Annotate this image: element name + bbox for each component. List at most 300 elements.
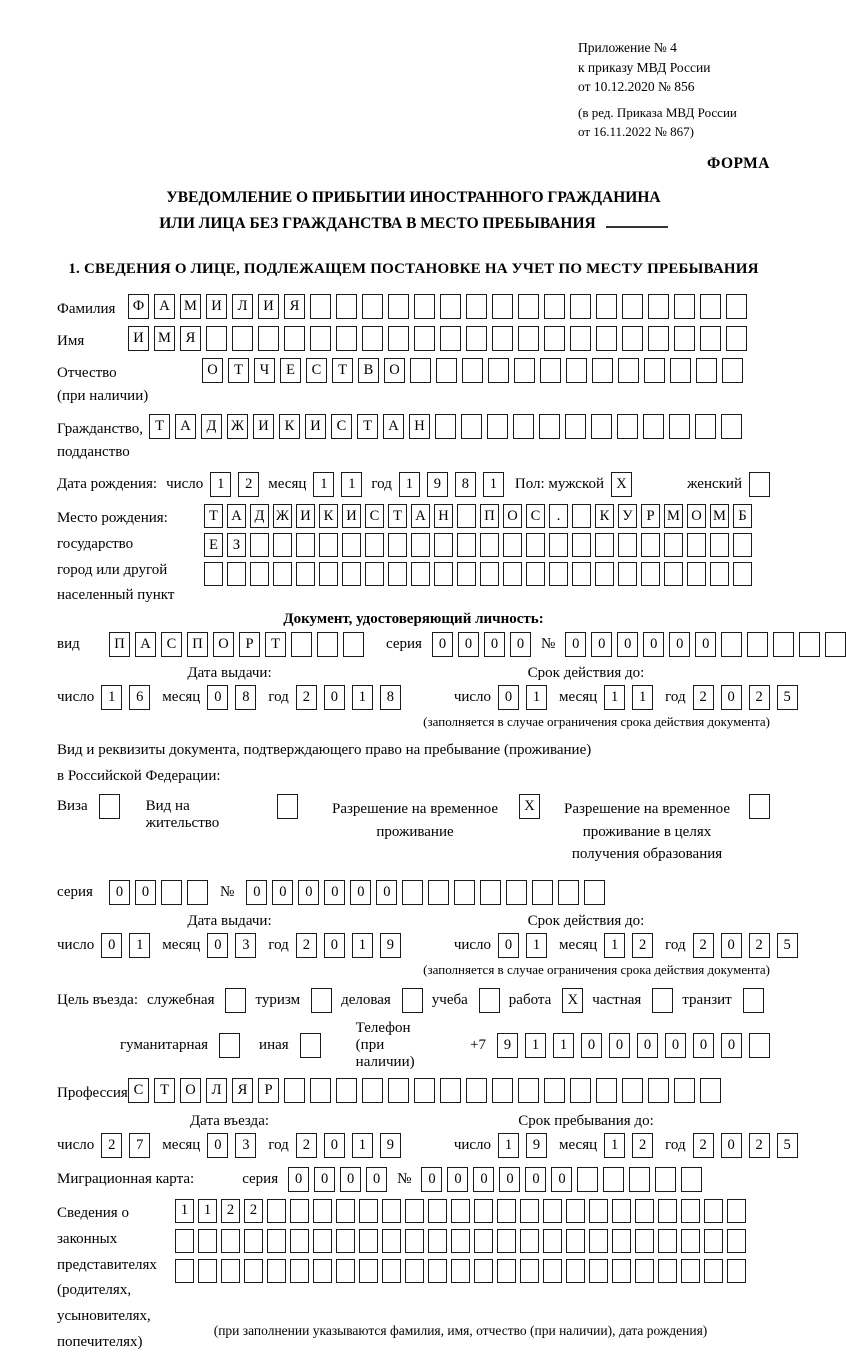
char-cell-empty[interactable] <box>296 533 315 557</box>
char-cell-empty[interactable] <box>359 1199 378 1223</box>
char-cell-empty[interactable] <box>342 562 361 586</box>
char-cell-empty[interactable] <box>589 1259 608 1283</box>
char-cell-empty[interactable] <box>296 562 315 586</box>
char-cell-empty[interactable] <box>700 294 721 319</box>
char-cell-empty[interactable] <box>206 326 227 351</box>
char-cell-filled[interactable]: 7 <box>129 1133 150 1158</box>
char-cell-empty[interactable] <box>175 1259 194 1283</box>
char-cell-empty[interactable] <box>596 326 617 351</box>
char-cell-filled[interactable]: 0 <box>350 880 371 905</box>
char-cell-filled[interactable]: 0 <box>432 632 453 657</box>
char-cell-empty[interactable] <box>319 533 338 557</box>
char-cell-empty[interactable] <box>572 533 591 557</box>
char-cell-filled[interactable]: 3 <box>235 933 256 958</box>
checkbox-residence-permit[interactable] <box>277 794 298 819</box>
char-cell-empty[interactable] <box>687 533 706 557</box>
char-cell-filled[interactable]: 0 <box>484 632 505 657</box>
char-cell-filled[interactable]: М <box>710 504 729 528</box>
char-cell-empty[interactable] <box>618 533 637 557</box>
char-cell-empty[interactable] <box>506 880 527 905</box>
char-cell-empty[interactable] <box>641 562 660 586</box>
char-cell-filled[interactable]: 0 <box>617 632 638 657</box>
char-cell-filled[interactable]: А <box>154 294 175 319</box>
char-cell-empty[interactable] <box>700 1078 721 1103</box>
char-cell-empty[interactable] <box>518 1078 539 1103</box>
char-cell-empty[interactable] <box>388 326 409 351</box>
char-cell-empty[interactable] <box>644 358 665 383</box>
char-cell-empty[interactable] <box>198 1229 217 1253</box>
char-cell-filled[interactable]: И <box>296 504 315 528</box>
char-cell-filled[interactable]: 0 <box>591 632 612 657</box>
char-cell-empty[interactable] <box>492 1078 513 1103</box>
char-cell-filled[interactable]: 2 <box>693 933 714 958</box>
char-cell-empty[interactable] <box>700 326 721 351</box>
char-cell-empty[interactable] <box>310 294 331 319</box>
char-cell-filled[interactable]: 0 <box>695 632 716 657</box>
char-cell-empty[interactable] <box>589 1229 608 1253</box>
char-cell-filled[interactable]: 2 <box>296 1133 317 1158</box>
char-cell-filled[interactable]: 0 <box>721 685 742 710</box>
char-cell-filled[interactable]: И <box>342 504 361 528</box>
char-cell-filled[interactable]: 1 <box>101 685 122 710</box>
char-cell-empty[interactable] <box>454 880 475 905</box>
char-cell-empty[interactable] <box>313 1229 332 1253</box>
char-cell-empty[interactable] <box>451 1229 470 1253</box>
char-cell-empty[interactable] <box>532 880 553 905</box>
char-cell-empty[interactable] <box>544 294 565 319</box>
char-cell-empty[interactable] <box>566 1199 585 1223</box>
char-cell-empty[interactable] <box>695 414 716 439</box>
char-cell-empty[interactable] <box>629 1167 650 1192</box>
char-cell-empty[interactable] <box>727 1259 746 1283</box>
char-cell-filled[interactable]: 0 <box>643 632 664 657</box>
char-cell-filled[interactable]: 1 <box>129 933 150 958</box>
char-cell-empty[interactable] <box>658 1229 677 1253</box>
char-cell-filled[interactable]: 0 <box>109 880 130 905</box>
char-cell-filled[interactable]: Т <box>332 358 353 383</box>
char-cell-empty[interactable] <box>670 358 691 383</box>
char-cell-filled[interactable]: 0 <box>565 632 586 657</box>
char-cell-filled[interactable]: 2 <box>749 933 770 958</box>
char-cell-filled[interactable]: Я <box>232 1078 253 1103</box>
char-cell-empty[interactable] <box>310 1078 331 1103</box>
char-cell-filled[interactable]: Н <box>409 414 430 439</box>
char-cell-filled[interactable]: 0 <box>721 1133 742 1158</box>
char-cell-empty[interactable] <box>466 1078 487 1103</box>
char-cell-filled[interactable]: С <box>306 358 327 383</box>
checkbox-delovaya[interactable] <box>402 988 423 1013</box>
char-cell-empty[interactable] <box>336 1259 355 1283</box>
char-cell-empty[interactable] <box>648 326 669 351</box>
char-cell-empty[interactable] <box>267 1259 286 1283</box>
char-cell-filled[interactable]: 0 <box>340 1167 361 1192</box>
char-cell-filled[interactable]: 9 <box>380 933 401 958</box>
char-cell-filled[interactable]: 0 <box>447 1167 468 1192</box>
char-cell-empty[interactable] <box>336 1199 355 1223</box>
char-cell-empty[interactable] <box>518 326 539 351</box>
char-cell-empty[interactable] <box>457 504 476 528</box>
char-cell-filled[interactable]: 2 <box>101 1133 122 1158</box>
checkbox-chastnaya[interactable] <box>652 988 673 1013</box>
char-cell-empty[interactable] <box>405 1199 424 1223</box>
char-cell-empty[interactable] <box>539 414 560 439</box>
char-cell-filled[interactable]: 0 <box>298 880 319 905</box>
char-cell-filled[interactable]: 2 <box>296 685 317 710</box>
char-cell-empty[interactable] <box>674 1078 695 1103</box>
char-cell-filled[interactable]: 0 <box>525 1167 546 1192</box>
char-cell-empty[interactable] <box>461 414 482 439</box>
char-cell-filled[interactable]: И <box>128 326 149 351</box>
char-cell-filled[interactable]: Т <box>388 504 407 528</box>
char-cell-empty[interactable] <box>558 880 579 905</box>
char-cell-filled[interactable]: 0 <box>693 1033 714 1058</box>
char-cell-filled[interactable]: 0 <box>510 632 531 657</box>
char-cell-empty[interactable] <box>451 1199 470 1223</box>
char-cell-empty[interactable] <box>474 1259 493 1283</box>
char-cell-empty[interactable] <box>440 1078 461 1103</box>
char-cell-filled[interactable]: Д <box>250 504 269 528</box>
char-cell-empty[interactable] <box>359 1229 378 1253</box>
char-cell-filled[interactable]: П <box>480 504 499 528</box>
char-cell-empty[interactable] <box>566 1229 585 1253</box>
char-cell-filled[interactable]: 0 <box>721 933 742 958</box>
checkbox-rabota[interactable]: X <box>562 988 583 1013</box>
char-cell-filled[interactable]: 0 <box>324 1133 345 1158</box>
char-cell-empty[interactable] <box>727 1199 746 1223</box>
char-cell-empty[interactable] <box>681 1229 700 1253</box>
char-cell-filled[interactable]: Е <box>280 358 301 383</box>
char-cell-empty[interactable] <box>232 326 253 351</box>
char-cell-empty[interactable] <box>480 533 499 557</box>
char-cell-filled[interactable]: 1 <box>313 472 334 497</box>
char-cell-filled[interactable]: 2 <box>221 1199 240 1223</box>
char-cell-filled[interactable]: О <box>503 504 522 528</box>
char-cell-empty[interactable] <box>543 1259 562 1283</box>
char-cell-empty[interactable] <box>570 1078 591 1103</box>
char-cell-filled[interactable]: О <box>687 504 706 528</box>
char-cell-filled[interactable]: 0 <box>498 933 519 958</box>
char-cell-filled[interactable]: 9 <box>427 472 448 497</box>
char-cell-empty[interactable] <box>434 562 453 586</box>
char-cell-empty[interactable] <box>618 562 637 586</box>
char-cell-empty[interactable] <box>544 1078 565 1103</box>
char-cell-empty[interactable] <box>244 1259 263 1283</box>
char-cell-filled[interactable]: 0 <box>458 632 479 657</box>
char-cell-empty[interactable] <box>544 326 565 351</box>
char-cell-filled[interactable]: В <box>358 358 379 383</box>
char-cell-filled[interactable]: Л <box>206 1078 227 1103</box>
char-cell-filled[interactable]: 2 <box>238 472 259 497</box>
char-cell-empty[interactable] <box>414 1078 435 1103</box>
char-cell-empty[interactable] <box>440 326 461 351</box>
char-cell-empty[interactable] <box>612 1229 631 1253</box>
char-cell-empty[interactable] <box>440 294 461 319</box>
char-cell-empty[interactable] <box>549 533 568 557</box>
char-cell-filled[interactable]: 0 <box>324 685 345 710</box>
char-cell-filled[interactable]: 5 <box>777 933 798 958</box>
char-cell-filled[interactable]: 0 <box>637 1033 658 1058</box>
char-cell-filled[interactable]: 0 <box>499 1167 520 1192</box>
checkbox-tranzit[interactable] <box>743 988 764 1013</box>
char-cell-empty[interactable] <box>592 358 613 383</box>
checkbox-temp-residence-education[interactable] <box>749 794 770 819</box>
char-cell-empty[interactable] <box>518 294 539 319</box>
char-cell-empty[interactable] <box>681 1199 700 1223</box>
char-cell-empty[interactable] <box>622 294 643 319</box>
char-cell-empty[interactable] <box>658 1259 677 1283</box>
char-cell-empty[interactable] <box>462 358 483 383</box>
char-cell-filled[interactable]: 0 <box>721 1033 742 1058</box>
char-cell-filled[interactable]: 0 <box>376 880 397 905</box>
char-cell-empty[interactable] <box>612 1199 631 1223</box>
char-cell-empty[interactable] <box>618 358 639 383</box>
char-cell-empty[interactable] <box>514 358 535 383</box>
char-cell-empty[interactable] <box>674 294 695 319</box>
char-cell-empty[interactable] <box>474 1199 493 1223</box>
char-cell-filled[interactable]: 0 <box>324 933 345 958</box>
char-cell-empty[interactable] <box>589 1199 608 1223</box>
char-cell-filled[interactable]: 1 <box>399 472 420 497</box>
char-cell-empty[interactable] <box>648 294 669 319</box>
char-cell-empty[interactable] <box>487 414 508 439</box>
char-cell-empty[interactable] <box>480 880 501 905</box>
char-cell-filled[interactable]: О <box>213 632 234 657</box>
checkbox-visa[interactable] <box>99 794 120 819</box>
char-cell-filled[interactable]: 1 <box>604 1133 625 1158</box>
char-cell-empty[interactable] <box>722 358 743 383</box>
char-cell-empty[interactable] <box>343 632 364 657</box>
char-cell-empty[interactable] <box>572 504 591 528</box>
char-cell-empty[interactable] <box>596 294 617 319</box>
char-cell-empty[interactable] <box>503 562 522 586</box>
char-cell-filled[interactable]: 0 <box>498 685 519 710</box>
char-cell-empty[interactable] <box>457 533 476 557</box>
char-cell-filled[interactable]: Д <box>201 414 222 439</box>
char-cell-filled[interactable]: 1 <box>175 1199 194 1223</box>
checkbox-inaya[interactable] <box>300 1033 321 1058</box>
checkbox-female[interactable] <box>749 472 770 497</box>
char-cell-filled[interactable]: 0 <box>207 933 228 958</box>
char-cell-empty[interactable] <box>310 326 331 351</box>
checkbox-ucheba[interactable] <box>479 988 500 1013</box>
char-cell-empty[interactable] <box>658 1199 677 1223</box>
char-cell-filled[interactable]: О <box>202 358 223 383</box>
char-cell-empty[interactable] <box>520 1199 539 1223</box>
char-cell-empty[interactable] <box>187 880 208 905</box>
char-cell-empty[interactable] <box>273 533 292 557</box>
char-cell-empty[interactable] <box>655 1167 676 1192</box>
char-cell-empty[interactable] <box>721 632 742 657</box>
char-cell-empty[interactable] <box>221 1259 240 1283</box>
char-cell-filled[interactable]: 2 <box>296 933 317 958</box>
char-cell-empty[interactable] <box>362 326 383 351</box>
char-cell-empty[interactable] <box>291 632 312 657</box>
char-cell-filled[interactable]: 1 <box>526 685 547 710</box>
char-cell-filled[interactable]: 5 <box>777 1133 798 1158</box>
char-cell-empty[interactable] <box>428 880 449 905</box>
char-cell-filled[interactable]: Л <box>232 294 253 319</box>
char-cell-filled[interactable]: К <box>279 414 300 439</box>
char-cell-filled[interactable]: И <box>258 294 279 319</box>
char-cell-empty[interactable] <box>466 294 487 319</box>
char-cell-empty[interactable] <box>414 294 435 319</box>
char-cell-empty[interactable] <box>428 1199 447 1223</box>
char-cell-empty[interactable] <box>622 326 643 351</box>
char-cell-empty[interactable] <box>244 1229 263 1253</box>
char-cell-filled[interactable]: 2 <box>632 1133 653 1158</box>
char-cell-filled[interactable]: С <box>365 504 384 528</box>
char-cell-filled[interactable]: 0 <box>581 1033 602 1058</box>
char-cell-filled[interactable]: О <box>180 1078 201 1103</box>
char-cell-empty[interactable] <box>704 1199 723 1223</box>
char-cell-empty[interactable] <box>664 562 683 586</box>
char-cell-empty[interactable] <box>617 414 638 439</box>
char-cell-empty[interactable] <box>204 562 223 586</box>
char-cell-filled[interactable]: М <box>180 294 201 319</box>
char-cell-empty[interactable] <box>227 562 246 586</box>
char-cell-filled[interactable]: 1 <box>483 472 504 497</box>
char-cell-empty[interactable] <box>411 562 430 586</box>
char-cell-filled[interactable]: 9 <box>526 1133 547 1158</box>
char-cell-empty[interactable] <box>290 1229 309 1253</box>
char-cell-empty[interactable] <box>749 1033 770 1058</box>
char-cell-filled[interactable]: 1 <box>553 1033 574 1058</box>
char-cell-filled[interactable]: Н <box>434 504 453 528</box>
char-cell-filled[interactable]: С <box>128 1078 149 1103</box>
char-cell-empty[interactable] <box>726 326 747 351</box>
char-cell-empty[interactable] <box>313 1259 332 1283</box>
char-cell-filled[interactable]: 0 <box>609 1033 630 1058</box>
char-cell-empty[interactable] <box>726 294 747 319</box>
char-cell-empty[interactable] <box>710 533 729 557</box>
char-cell-empty[interactable] <box>474 1229 493 1253</box>
char-cell-filled[interactable]: 2 <box>632 933 653 958</box>
checkbox-male[interactable]: X <box>611 472 632 497</box>
char-cell-filled[interactable]: 9 <box>380 1133 401 1158</box>
char-cell-filled[interactable]: 6 <box>129 685 150 710</box>
char-cell-filled[interactable]: А <box>227 504 246 528</box>
char-cell-filled[interactable]: М <box>664 504 683 528</box>
char-cell-filled[interactable]: 1 <box>352 685 373 710</box>
char-cell-empty[interactable] <box>362 1078 383 1103</box>
char-cell-filled[interactable]: 1 <box>498 1133 519 1158</box>
checkbox-sluzhebnaya[interactable] <box>225 988 246 1013</box>
char-cell-filled[interactable]: З <box>227 533 246 557</box>
char-cell-filled[interactable]: Ч <box>254 358 275 383</box>
char-cell-empty[interactable] <box>492 294 513 319</box>
char-cell-empty[interactable] <box>540 358 561 383</box>
char-cell-empty[interactable] <box>543 1229 562 1253</box>
char-cell-filled[interactable]: 2 <box>693 1133 714 1158</box>
char-cell-empty[interactable] <box>284 326 305 351</box>
char-cell-empty[interactable] <box>526 562 545 586</box>
char-cell-empty[interactable] <box>221 1229 240 1253</box>
char-cell-empty[interactable] <box>595 562 614 586</box>
char-cell-filled[interactable]: 0 <box>665 1033 686 1058</box>
char-cell-filled[interactable]: 0 <box>246 880 267 905</box>
char-cell-empty[interactable] <box>290 1199 309 1223</box>
char-cell-empty[interactable] <box>388 533 407 557</box>
char-cell-filled[interactable]: К <box>595 504 614 528</box>
char-cell-filled[interactable]: П <box>109 632 130 657</box>
char-cell-filled[interactable]: 0 <box>366 1167 387 1192</box>
checkbox-temp-residence[interactable]: X <box>519 794 540 819</box>
char-cell-filled[interactable]: Т <box>265 632 286 657</box>
char-cell-empty[interactable] <box>388 1078 409 1103</box>
char-cell-filled[interactable]: 2 <box>749 685 770 710</box>
char-cell-empty[interactable] <box>359 1259 378 1283</box>
char-cell-empty[interactable] <box>669 414 690 439</box>
char-cell-empty[interactable] <box>317 632 338 657</box>
char-cell-empty[interactable] <box>336 326 357 351</box>
char-cell-empty[interactable] <box>526 533 545 557</box>
char-cell-filled[interactable]: С <box>161 632 182 657</box>
char-cell-filled[interactable]: Ф <box>128 294 149 319</box>
char-cell-empty[interactable] <box>687 562 706 586</box>
char-cell-empty[interactable] <box>362 294 383 319</box>
char-cell-filled[interactable]: 1 <box>604 685 625 710</box>
char-cell-empty[interactable] <box>336 294 357 319</box>
char-cell-empty[interactable] <box>497 1199 516 1223</box>
char-cell-filled[interactable]: 2 <box>244 1199 263 1223</box>
char-cell-filled[interactable]: К <box>319 504 338 528</box>
char-cell-empty[interactable] <box>497 1229 516 1253</box>
char-cell-empty[interactable] <box>721 414 742 439</box>
char-cell-empty[interactable] <box>451 1259 470 1283</box>
char-cell-empty[interactable] <box>773 632 794 657</box>
char-cell-filled[interactable]: 5 <box>777 685 798 710</box>
char-cell-empty[interactable] <box>727 1229 746 1253</box>
char-cell-empty[interactable] <box>402 880 423 905</box>
char-cell-filled[interactable]: Я <box>180 326 201 351</box>
char-cell-filled[interactable]: 1 <box>341 472 362 497</box>
char-cell-filled[interactable]: 2 <box>749 1133 770 1158</box>
char-cell-filled[interactable]: Т <box>154 1078 175 1103</box>
char-cell-empty[interactable] <box>434 533 453 557</box>
char-cell-empty[interactable] <box>466 326 487 351</box>
char-cell-filled[interactable]: Е <box>204 533 223 557</box>
char-cell-empty[interactable] <box>382 1199 401 1223</box>
char-cell-empty[interactable] <box>497 1259 516 1283</box>
char-cell-empty[interactable] <box>643 414 664 439</box>
char-cell-empty[interactable] <box>566 1259 585 1283</box>
char-cell-empty[interactable] <box>799 632 820 657</box>
char-cell-empty[interactable] <box>250 562 269 586</box>
char-cell-empty[interactable] <box>436 358 457 383</box>
char-cell-empty[interactable] <box>566 358 587 383</box>
char-cell-empty[interactable] <box>596 1078 617 1103</box>
char-cell-filled[interactable]: 1 <box>352 1133 373 1158</box>
char-cell-filled[interactable]: 0 <box>421 1167 442 1192</box>
char-cell-filled[interactable]: 8 <box>455 472 476 497</box>
char-cell-filled[interactable]: Т <box>228 358 249 383</box>
char-cell-filled[interactable]: 2 <box>693 685 714 710</box>
char-cell-filled[interactable]: О <box>384 358 405 383</box>
char-cell-empty[interactable] <box>435 414 456 439</box>
char-cell-filled[interactable]: 1 <box>604 933 625 958</box>
char-cell-empty[interactable] <box>388 562 407 586</box>
char-cell-filled[interactable]: А <box>383 414 404 439</box>
char-cell-filled[interactable]: Т <box>149 414 170 439</box>
char-cell-empty[interactable] <box>342 533 361 557</box>
char-cell-filled[interactable]: Р <box>641 504 660 528</box>
char-cell-empty[interactable] <box>641 533 660 557</box>
char-cell-empty[interactable] <box>480 562 499 586</box>
char-cell-empty[interactable] <box>584 880 605 905</box>
char-cell-empty[interactable] <box>710 562 729 586</box>
char-cell-empty[interactable] <box>405 1229 424 1253</box>
checkbox-gumanitarnaya[interactable] <box>219 1033 240 1058</box>
